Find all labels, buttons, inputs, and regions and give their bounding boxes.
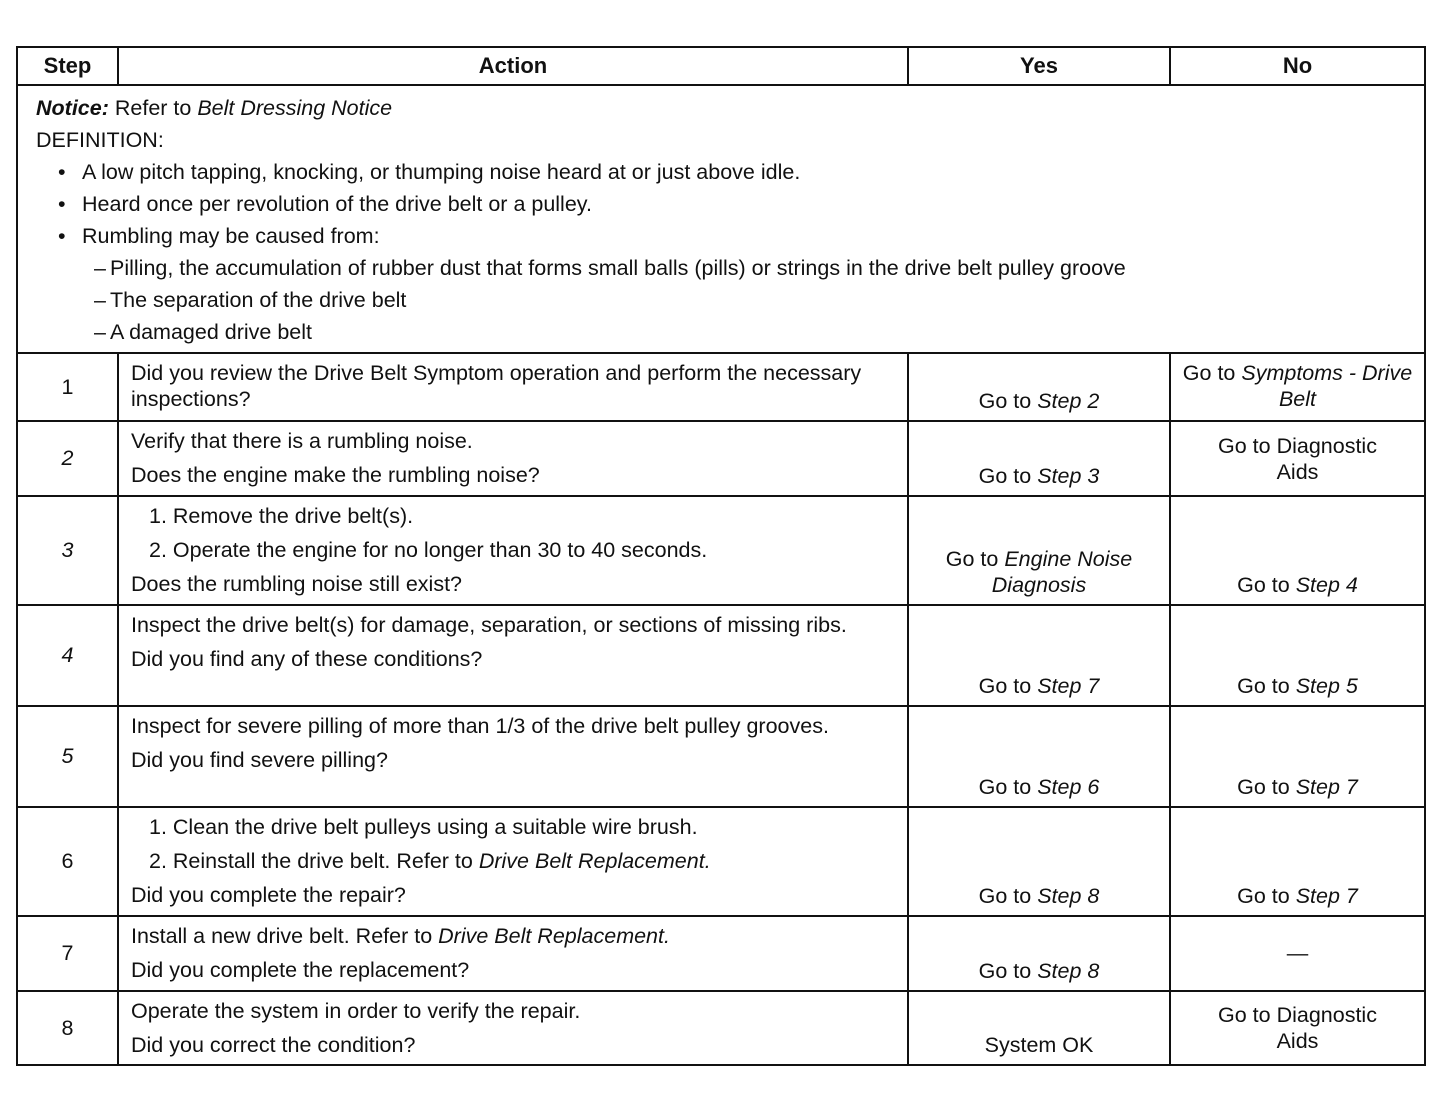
no-cell: Go to Diagnostic Aids (1170, 421, 1425, 496)
yes-ref: Engine Noise Diagnosis (991, 547, 1133, 597)
definition-label: DEFINITION: (36, 128, 164, 152)
yes-prefix: Go to (978, 775, 1032, 799)
yes-cell (908, 916, 1170, 991)
no-ref: Symptoms - Drive Belt (1241, 361, 1413, 411)
definition-subbullet: – Pilling, the accumulation of rubber dust that forms small balls (pills) or strings in the drive belt pulley groove (36, 252, 1406, 284)
yes-prefix: Go to (978, 464, 1032, 488)
yes-prefix: Go to (945, 547, 999, 571)
action-text-prefix: Install a new drive belt. Refer to (131, 924, 433, 948)
action-text: Inspect the drive belt(s) for damage, separation, or sections of missing ribs. (131, 613, 847, 637)
no-cell: Go to Diagnostic Aids (1170, 991, 1425, 1065)
step-row (17, 421, 1425, 496)
step-row (17, 807, 1425, 916)
action-text: Did you review the Drive Belt Symptom operation and perform the necessary inspections? (131, 361, 862, 411)
header-no: No (1170, 47, 1425, 85)
header-action: Action (118, 47, 908, 85)
no-prefix: Go to (1182, 361, 1236, 385)
action-step: 1. Remove the drive belt(s). (149, 504, 414, 528)
action-step-text: 2. Reinstall the drive belt. Refer to (149, 849, 473, 873)
yes-cell (908, 706, 1170, 807)
action-cell (118, 916, 908, 991)
definition-bullet: • Rumbling may be caused from: (36, 220, 1406, 252)
definition-bullet: • Heard once per revolution of the drive belt or a pulley. (36, 188, 1406, 220)
no-prefix: Go to (1237, 775, 1290, 799)
step-row (17, 991, 1425, 1065)
no-cell (1170, 496, 1425, 605)
yes-ref: Step 8 (1037, 959, 1100, 983)
action-question: Did you find any of these conditions? (131, 647, 483, 671)
yes-prefix: Go to (978, 389, 1032, 413)
step-row (17, 916, 1425, 991)
action-question: Did you find severe pilling? (131, 748, 388, 772)
action-cell (118, 706, 908, 807)
notice-row (17, 85, 1425, 353)
yes-prefix: Go to (978, 959, 1032, 983)
action-cell (118, 807, 908, 916)
action-text: Verify that there is a rumbling noise. (131, 429, 473, 453)
header-row (17, 47, 1425, 85)
definition-subbullet: – The separation of the drive belt (36, 284, 1406, 316)
step-row (17, 706, 1425, 807)
step-row (17, 353, 1425, 421)
header-step: Step (17, 47, 118, 85)
no-prefix: Go to (1237, 573, 1290, 597)
step-row (17, 605, 1425, 706)
no-cell (1170, 706, 1425, 807)
no-prefix: Go to (1237, 884, 1290, 908)
action-step (131, 848, 897, 874)
definition-list (36, 156, 1406, 348)
action-step: 2. Operate the engine for no longer than 30 to 40 seconds. (149, 538, 708, 562)
action-steps-list (131, 503, 897, 563)
step-number: 3 (17, 496, 118, 605)
yes-ref: Step 2 (1037, 389, 1100, 413)
action-question: Does the rumbling noise still exist? (131, 572, 463, 596)
step-number: 1 (17, 353, 118, 421)
action-cell (118, 421, 908, 496)
action-question: Did you correct the condition? (131, 1033, 416, 1057)
action-text: Inspect for severe pilling of more than 1/3 of the drive belt pulley grooves. (131, 714, 829, 738)
step-row (17, 496, 1425, 605)
action-ref: Drive Belt Replacement. (438, 924, 670, 948)
action-cell (118, 353, 908, 421)
yes-cell: System OK (908, 991, 1170, 1065)
action-steps-list (131, 814, 897, 874)
definition-bullet: • A low pitch tapping, knocking, or thumping noise heard at or just above idle. (36, 156, 1406, 188)
no-ref: Step 7 (1295, 775, 1358, 799)
no-cell: — (1170, 916, 1425, 991)
yes-ref: Step 8 (1037, 884, 1100, 908)
step-number: 8 (17, 991, 118, 1065)
yes-ref: Step 7 (1037, 674, 1100, 698)
yes-cell (908, 807, 1170, 916)
notice-line (36, 92, 1406, 124)
step-number: 5 (17, 706, 118, 807)
definition-subbullet: – A damaged drive belt (36, 316, 1406, 348)
yes-prefix: Go to (978, 884, 1032, 908)
no-ref: Step 7 (1295, 884, 1358, 908)
no-prefix: Go to (1237, 674, 1290, 698)
no-ref: Step 4 (1295, 573, 1358, 597)
yes-prefix: Go to (978, 674, 1032, 698)
yes-ref: Step 6 (1037, 775, 1100, 799)
action-question: Did you complete the replacement? (131, 958, 470, 982)
no-cell (1170, 807, 1425, 916)
action-cell (118, 991, 908, 1065)
yes-cell (908, 496, 1170, 605)
yes-cell (908, 421, 1170, 496)
notice-ref: Belt Dressing Notice (197, 96, 393, 120)
action-cell (118, 605, 908, 706)
yes-cell (908, 605, 1170, 706)
action-question: Did you complete the repair? (131, 883, 406, 907)
step-number: 6 (17, 807, 118, 916)
action-text: Operate the system in order to verify the repair. (131, 999, 581, 1023)
notice-text: Refer to (114, 96, 192, 120)
action-question: Does the engine make the rumbling noise? (131, 463, 540, 487)
diagnostic-table (16, 46, 1426, 1066)
no-cell (1170, 353, 1425, 421)
action-cell (118, 496, 908, 605)
action-step: 1. Clean the drive belt pulleys using a suitable wire brush. (149, 815, 698, 839)
action-text (131, 923, 897, 949)
header-yes: Yes (908, 47, 1170, 85)
yes-ref: Step 3 (1037, 464, 1100, 488)
notice-cell (17, 85, 1425, 353)
step-number: 7 (17, 916, 118, 991)
action-step-ref: Drive Belt Replacement. (478, 849, 711, 873)
no-ref: Step 5 (1295, 674, 1358, 698)
no-cell (1170, 605, 1425, 706)
notice-label: Notice: (36, 96, 109, 120)
yes-cell (908, 353, 1170, 421)
step-number: 2 (17, 421, 118, 496)
step-number: 4 (17, 605, 118, 706)
